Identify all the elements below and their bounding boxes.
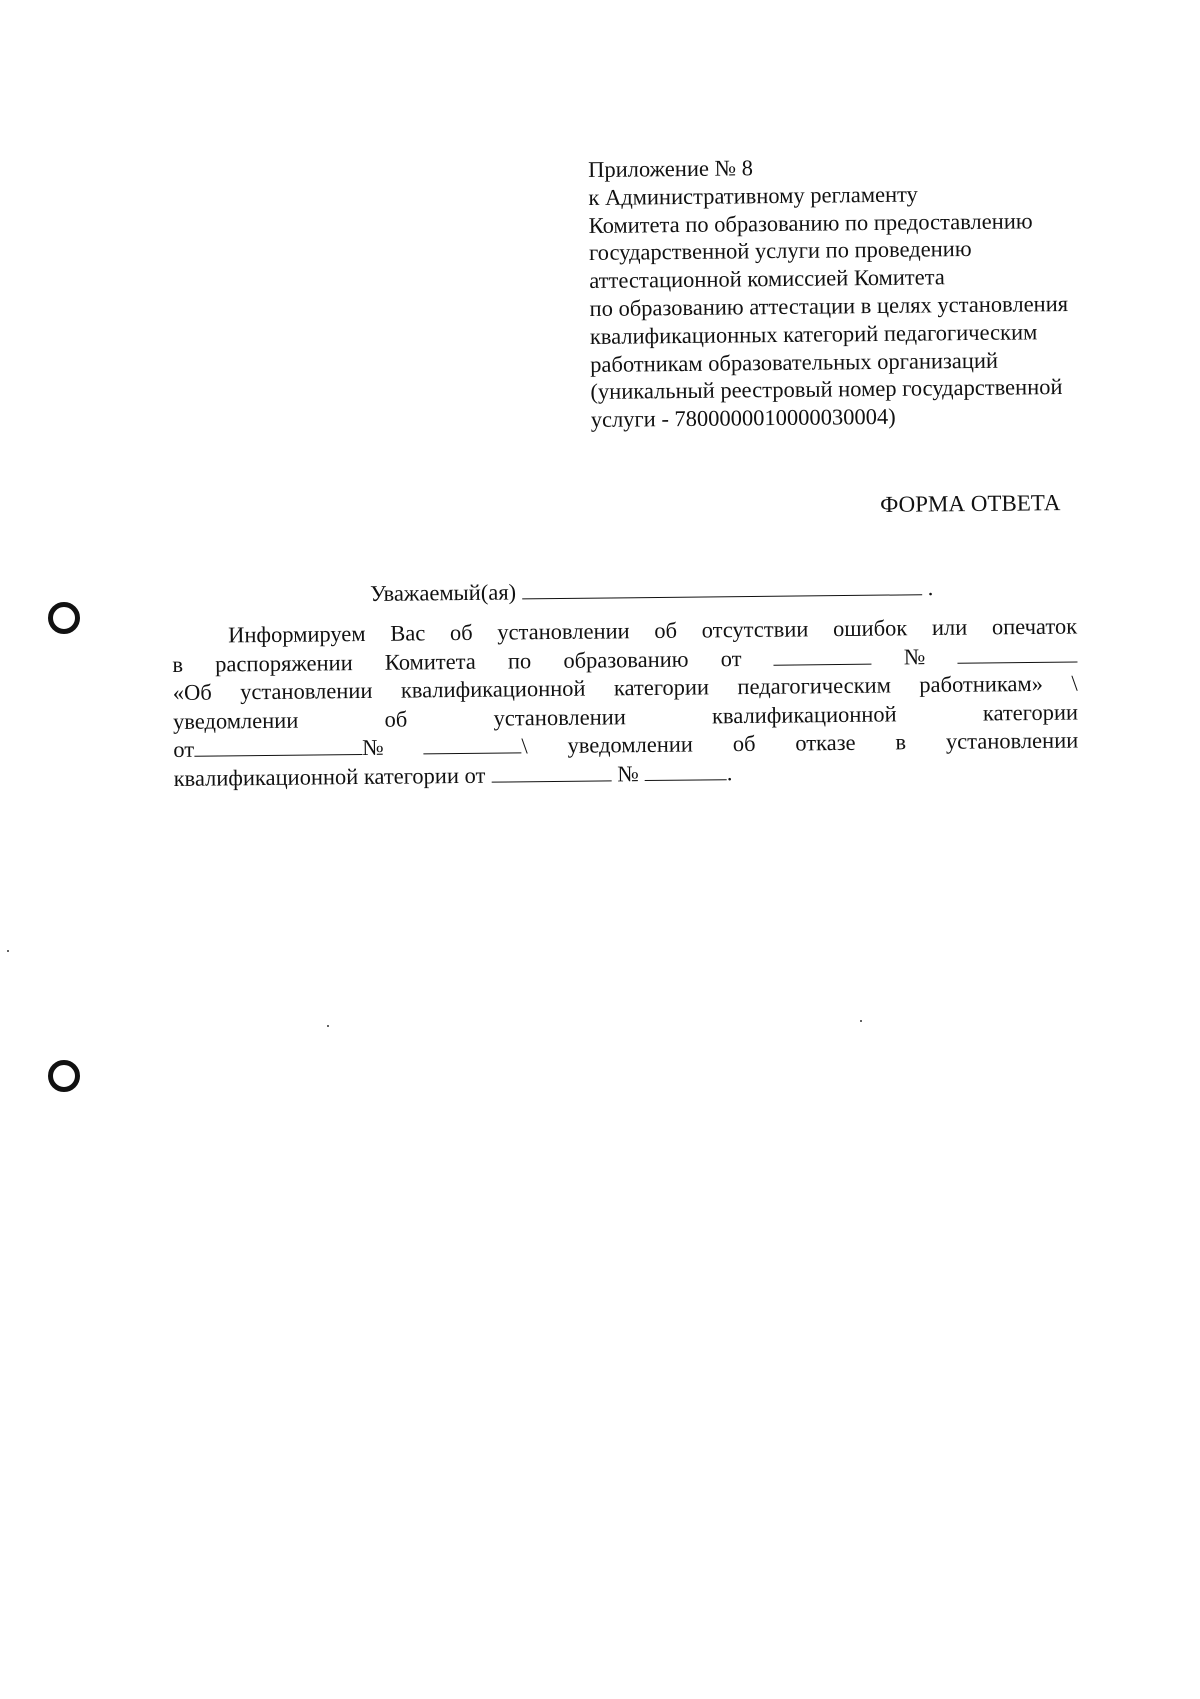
body-word: педагогическим [737,672,892,700]
refusal-date-field[interactable] [491,760,611,782]
appendix-line: квалификационных категорий педагогическим [589,319,1038,349]
appendix-line: к Административному регламенту [588,181,918,210]
body-word: уведомлении [567,731,694,758]
body-word: \ [521,733,528,759]
appendix-line: по образованию аттестации в целях установления [589,290,1069,321]
body-word: «Об [172,679,212,705]
form-title: ФОРМА ОТВЕТА [880,490,1061,517]
notice-date-group [173,734,384,765]
appendix-line: Комитета по образованию по предоставлению [588,207,1033,238]
body-word: категории [613,674,710,701]
body-word: Вас [390,620,426,646]
scan-speck [7,950,9,952]
body-word: квалификационной [400,675,586,703]
body-word: ошибок [832,615,908,642]
body-word: квалификационной категории от [173,762,486,791]
notice-number-group [423,732,528,762]
body-word: по [507,647,532,673]
body-word: или [931,614,968,641]
scan-speck [860,1020,862,1022]
appendix-header [588,150,1131,434]
body-word: № [903,643,926,669]
response-body [172,613,1079,793]
refusal-number-group [645,759,733,788]
appendix-line: услуги - 7800000010000030004) [590,403,896,433]
body-word: об [654,617,678,643]
body-word: установлении [497,618,630,645]
body-word: в [895,729,907,755]
body-word: отсутствии [701,616,809,643]
body-word: от [173,736,195,762]
body-word: уведомлении [172,707,299,734]
notice-date-field[interactable] [194,734,362,757]
punch-hole [48,1060,80,1092]
body-word: об [449,619,473,646]
order-date-field[interactable] [773,643,871,665]
body-word: об [732,730,756,757]
greeting-end: . [927,575,934,601]
body-word: опечаток [991,613,1078,640]
refusal-number-field[interactable] [645,759,727,781]
body-word: \ [1071,670,1078,696]
body-word: образованию [563,646,689,673]
appendix-line: работникам образовательных организаций [590,347,999,377]
greeting-line [370,574,933,607]
body-word: установлении [240,677,373,705]
body-word: № [617,760,639,786]
body-word: работникам» [919,670,1044,698]
notice-number-field[interactable] [423,732,521,754]
body-word: Информируем [228,620,366,648]
body-word: отказе [795,729,856,756]
body-word: . [726,759,733,785]
scan-speck [327,1025,329,1027]
body-word: установлении [945,727,1079,754]
appendix-line: (уникальный реестровый номер государственной [590,374,1063,405]
order-number-field[interactable] [957,641,1077,663]
body-word: от [720,645,742,671]
body-word: Комитета [384,648,476,675]
appendix-line: государственной услуги по проведению [588,236,972,266]
appendix-line: Приложение № 8 [588,155,753,182]
greeting-label: Уважаемый(ая) [370,579,517,606]
body-word: квалификационной [711,700,897,728]
body-word: в [172,651,184,677]
body-word: распоряжении [215,649,353,677]
appendix-line: аттестационной комиссией Комитета [589,264,945,294]
body-word: категории [982,699,1079,726]
body-word: № [361,734,384,761]
punch-hole [48,602,80,634]
recipient-name-field[interactable] [522,574,922,599]
body-word: об [384,706,408,732]
body-word: установлении [493,703,626,731]
